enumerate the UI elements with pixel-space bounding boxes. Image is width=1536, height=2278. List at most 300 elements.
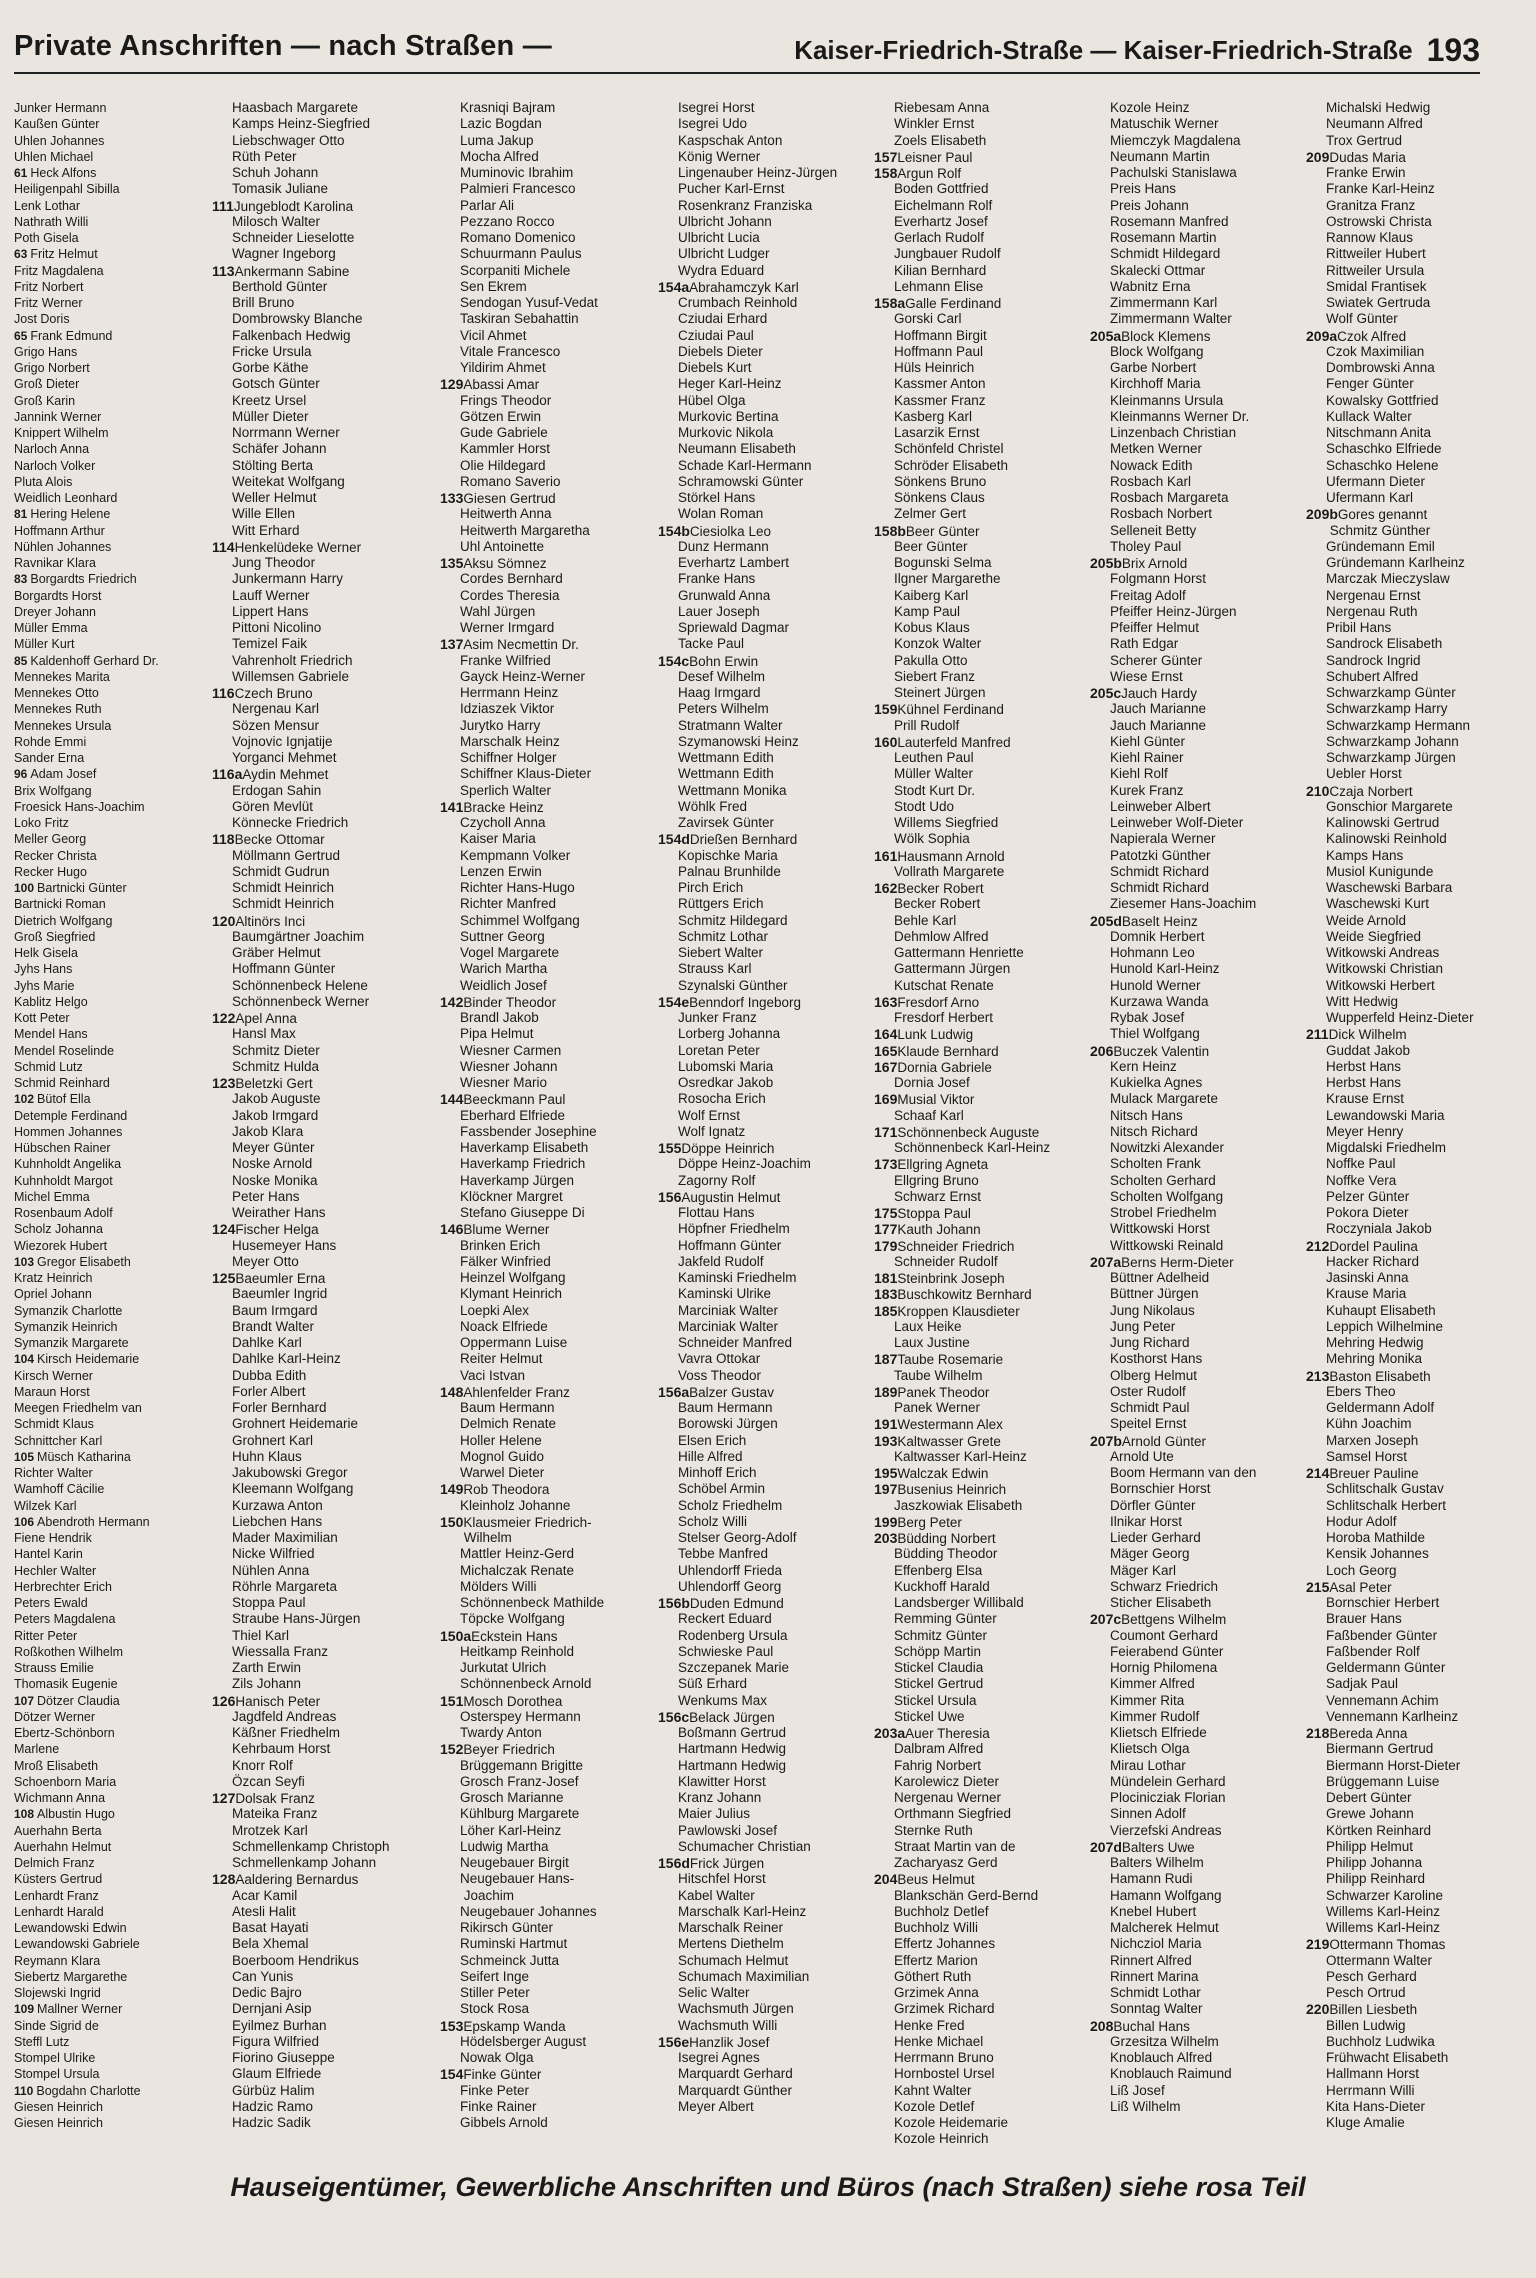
resident-name: Karolewicz Dieter [894, 1773, 1000, 1789]
directory-column-1 [14, 100, 226, 2131]
resident-name: Michalski Hedwig [1326, 100, 1431, 115]
resident-name: Döppe Heinrich [681, 1141, 775, 1156]
resident-name: Kensik Johannes [1326, 1546, 1429, 1562]
directory-entry [1090, 376, 1302, 392]
directory-entry [874, 555, 1086, 571]
resident-name: Kimmer Alfred [1110, 1676, 1195, 1692]
directory-entry [440, 815, 652, 831]
directory-entry [14, 1286, 226, 1302]
directory-entry [1090, 945, 1302, 961]
house-number: 154c [658, 652, 690, 669]
directory-entry [1090, 230, 1302, 246]
resident-name: Kühlburg Margarete [460, 1806, 580, 1822]
resident-name: Philipp Reinhard [1326, 1871, 1426, 1887]
directory-entry [874, 620, 1086, 636]
directory-entry [14, 1010, 226, 1026]
directory-entry [1306, 1823, 1518, 1839]
directory-entry [212, 880, 424, 896]
directory-entry [874, 181, 1086, 197]
resident-name: Noffke Vera [1326, 1172, 1397, 1188]
directory-entry [212, 2083, 424, 2099]
resident-name: Kowalsky Gottfried [1326, 392, 1439, 408]
resident-name: Baston Elisabeth [1329, 1368, 1431, 1384]
directory-entry [212, 1075, 424, 1091]
directory-entry [440, 1335, 652, 1351]
house-number: 65 [14, 328, 28, 343]
house-number: 220 [1306, 2001, 1330, 2018]
directory-entry [874, 474, 1086, 490]
resident-name: Billen Ludwig [1326, 2017, 1406, 2033]
resident-name: Haag Irmgard [678, 685, 761, 700]
resident-name: Marschalk Karl-Heinz [678, 1903, 807, 1919]
directory-entry [14, 1904, 226, 1920]
resident-name: Möllmann Gertrud [232, 847, 341, 863]
directory-entry [212, 1693, 424, 1709]
resident-name: Sinde Sigrid de [14, 2018, 99, 2033]
directory-entry [14, 1693, 226, 1709]
directory-entry [1306, 571, 1518, 587]
directory-entry [212, 2001, 424, 2017]
resident-name: Orthmann Siegfried [894, 1806, 1012, 1822]
directory-entry [212, 1888, 424, 1904]
resident-name: Voss Theodor [678, 1367, 762, 1383]
resident-name: Hansl Max [232, 1026, 296, 1042]
directory-entry [212, 1676, 424, 1692]
directory-entry [1090, 1270, 1302, 1286]
resident-name: Heitwerth Margaretha [460, 522, 590, 538]
resident-name: Hübel Olga [678, 392, 746, 408]
resident-name: Nitsch Hans [1110, 1107, 1183, 1123]
directory-entry [658, 1416, 870, 1432]
directory-entry [440, 701, 652, 717]
directory-entry [440, 263, 652, 279]
directory-entry [14, 425, 226, 441]
resident-name: Slojewski Ingrid [14, 1986, 101, 2000]
directory-entry [658, 360, 870, 376]
resident-name: Guddat Jakob [1326, 1042, 1411, 1058]
directory-entry [212, 929, 424, 945]
directory-entry [658, 1920, 870, 1936]
directory-entry [1306, 961, 1518, 977]
house-number: 203 [874, 1530, 898, 1546]
resident-name: Wöhlk Fred [678, 798, 748, 814]
directory-entry [1090, 214, 1302, 230]
resident-name: Heinzel Wolfgang [460, 1270, 566, 1285]
resident-name: Lingenauber Heinz-Jürgen [678, 165, 838, 180]
resident-name: Bogdahn Charlotte [36, 2083, 141, 2098]
directory-entry [1090, 2066, 1302, 2082]
house-number: 154d [658, 831, 690, 848]
resident-name: Hohmann Leo [1110, 945, 1195, 960]
resident-name: Geldermann Adolf [1326, 1400, 1435, 1415]
directory-entry [440, 750, 652, 766]
directory-entry [658, 1660, 870, 1676]
directory-entry [874, 1205, 1086, 1221]
resident-name: Delmich Franz [14, 1856, 95, 1870]
house-number: 207d [1090, 1838, 1122, 1855]
resident-name: Ankermann Sabine [234, 263, 350, 279]
directory-entry [658, 246, 870, 262]
resident-name: Rath Edgar [1110, 636, 1179, 652]
directory-entry [212, 1091, 424, 1107]
directory-entry [14, 344, 226, 360]
directory-entry [1306, 1140, 1518, 1156]
directory-entry [1090, 831, 1302, 847]
resident-name: Balters Wilhelm [1110, 1855, 1204, 1870]
directory-entry [212, 1774, 424, 1790]
resident-name: Landsberger Willibald [894, 1595, 1024, 1610]
house-number: 205a [1090, 327, 1122, 344]
resident-name: Buchholz Ludwika [1326, 2033, 1435, 2049]
directory-entry [658, 2083, 870, 2099]
directory-entry [212, 588, 424, 604]
directory-entry [1090, 441, 1302, 457]
resident-name: Stodt Kurt Dr. [894, 782, 976, 798]
directory-entry [1090, 1546, 1302, 1562]
resident-name: Lewandowski Gabriele [14, 1937, 140, 1952]
resident-name: Lenk Lothar [14, 198, 81, 213]
resident-name: Ellgring Bruno [894, 1172, 979, 1188]
resident-name: Schmid Lutz [14, 1059, 83, 1074]
resident-name: Körtken Reinhard [1326, 1822, 1432, 1838]
directory-entry [874, 1725, 1086, 1741]
resident-name: Stölting Berta [232, 457, 314, 473]
directory-entry [440, 1221, 652, 1237]
directory-entry [1090, 1335, 1302, 1351]
house-number: 108 [14, 1807, 35, 1822]
resident-name: Kleemann Wolfgang [232, 1481, 354, 1497]
directory-entry [440, 328, 652, 344]
directory-entry [1090, 425, 1302, 441]
directory-entry [874, 1368, 1086, 1384]
resident-name: Kirsch Heidemarie [37, 1352, 140, 1367]
directory-entry [1306, 750, 1518, 766]
directory-entry [1090, 1221, 1302, 1237]
resident-name: Scholz Johanna [14, 1222, 103, 1237]
directory-entry [874, 1335, 1086, 1351]
directory-entry [440, 1693, 652, 1709]
resident-name: Hartmann Hedwig [678, 1757, 787, 1773]
resident-name: Neugebauer Birgit [460, 1855, 569, 1870]
directory-entry [1306, 1498, 1518, 1514]
resident-name: Frühwacht Elisabeth [1326, 2050, 1449, 2065]
resident-name: Arnold Günter [1121, 1433, 1206, 1449]
directory-entry [658, 1270, 870, 1286]
directory-entry [1306, 864, 1518, 880]
directory-entry [1090, 1823, 1302, 1839]
directory-entry [658, 2050, 870, 2066]
directory-entry [14, 1969, 226, 1985]
directory-entry [1306, 2034, 1518, 2050]
directory-entry [658, 1351, 870, 1367]
resident-name: Blankschän Gerd-Bernd [894, 1887, 1039, 1903]
directory-entry [14, 230, 226, 246]
resident-name: Brill Bruno [232, 295, 295, 310]
directory-entry [1090, 279, 1302, 295]
resident-name: Hödelsberger August [460, 2033, 587, 2049]
resident-name: Götzen Erwin [460, 408, 542, 424]
resident-name: Hechler Walter [14, 1563, 97, 1578]
directory-entry [1306, 913, 1518, 929]
resident-name: Basat Hayati [232, 1920, 309, 1935]
resident-name: Waschewski Barbara [1326, 880, 1453, 895]
resident-name: Diebels Dieter [678, 343, 763, 359]
resident-name: Gründemann Emil [1326, 538, 1435, 554]
directory-entry [1306, 555, 1518, 571]
resident-name: Schuurmann Paulus [460, 246, 582, 262]
directory-entry [14, 831, 226, 847]
resident-name: Figura Wilfried [232, 2033, 320, 2049]
house-number: 195 [874, 1465, 898, 1481]
resident-name: Scholten Wolfgang [1110, 1188, 1224, 1204]
directory-entry [1306, 2050, 1518, 2066]
resident-name: Buschkowitz Bernhard [897, 1287, 1032, 1303]
resident-name: Osredkar Jakob [678, 1075, 774, 1090]
resident-name: Forler Albert [232, 1383, 306, 1399]
directory-entry [1090, 1920, 1302, 1936]
directory-entry [658, 409, 870, 425]
resident-name: Witkowski Andreas [1326, 945, 1440, 960]
directory-entry [212, 1303, 424, 1319]
directory-entry [212, 2018, 424, 2034]
directory-entry [440, 1351, 652, 1367]
resident-name: Lenhardt Franz [14, 1888, 99, 1903]
resident-name: Kranz Johann [678, 1790, 762, 1805]
directory-entry [1090, 978, 1302, 994]
resident-name: Mäger Karl [1110, 1562, 1177, 1578]
resident-name: Groß Siegfried [14, 929, 96, 944]
resident-name: Gründemann Karlheinz [1326, 555, 1465, 570]
directory-entry [658, 539, 870, 555]
resident-name: Heitwerth Anna [460, 506, 552, 522]
resident-name: Kleinmanns Werner Dr. [1110, 408, 1250, 424]
directory-entry [440, 864, 652, 880]
directory-entry [658, 1124, 870, 1140]
directory-entry [14, 718, 226, 734]
directory-entry [658, 1904, 870, 1920]
resident-name: Rittweiler Ursula [1326, 262, 1425, 278]
directory-entry [1306, 523, 1518, 539]
directory-entry [212, 2066, 424, 2082]
directory-entry [874, 1969, 1086, 1985]
resident-name: Meyer Günter [232, 1140, 315, 1155]
directory-entry [440, 1823, 652, 1839]
resident-name: Stock Rosa [460, 2001, 530, 2017]
directory-entry [14, 1855, 226, 1871]
resident-name: Palnau Brunhilde [678, 863, 781, 879]
directory-entry [212, 1741, 424, 1757]
directory-entry [440, 181, 652, 197]
resident-name: Billen Liesbeth [1329, 2002, 1418, 2018]
resident-name: Block Wolfgang [1110, 343, 1204, 359]
directory-entry [14, 295, 226, 311]
resident-name: Scholten Frank [1110, 1156, 1201, 1172]
resident-name: Ahlenfelder Franz [463, 1384, 570, 1400]
directory-entry [440, 1075, 652, 1091]
directory-entry [14, 848, 226, 864]
resident-name: Patotzki Günther [1110, 847, 1211, 863]
resident-name: Kühnel Ferdinand [897, 702, 1004, 718]
resident-name: Husemeyer Hans [232, 1237, 337, 1253]
directory-entry [212, 523, 424, 539]
directory-entry [212, 1433, 424, 1449]
directory-entry [1090, 1156, 1302, 1172]
directory-entry [14, 750, 226, 766]
house-number: 161 [874, 847, 898, 864]
resident-name: Adam Josef [30, 767, 97, 782]
resident-name: Franke Karl-Heinz [1326, 181, 1435, 197]
resident-name: Steffl Lutz [14, 2034, 70, 2049]
directory-entry [874, 994, 1086, 1010]
directory-entry [1090, 1514, 1302, 1530]
resident-name: Dornia Gabriele [897, 1059, 992, 1075]
resident-name: Leinweber Albert [1110, 798, 1211, 814]
directory-entry [14, 604, 226, 620]
resident-name: Herbst Hans [1326, 1058, 1402, 1074]
resident-name: Gräber Helmut [232, 945, 321, 960]
directory-entry [1306, 1335, 1518, 1351]
directory-entry [1306, 2066, 1518, 2082]
directory-entry [874, 1384, 1086, 1400]
resident-name: Spriewald Dagmar [678, 620, 790, 635]
directory-entry [14, 1108, 226, 1124]
directory-entry [1306, 718, 1518, 734]
directory-entry [1306, 636, 1518, 652]
resident-name: Müller Kurt [14, 637, 75, 652]
resident-name: Czech Bruno [234, 686, 313, 701]
resident-name: Lewandowski Maria [1326, 1107, 1445, 1123]
resident-name: Franke Erwin [1326, 165, 1406, 180]
directory-entry [1090, 344, 1302, 360]
resident-name: Speitel Ernst [1110, 1416, 1187, 1432]
resident-name: Gorski Carl [894, 311, 962, 327]
directory-entry [212, 1205, 424, 1221]
resident-name: Schmitz Günther [1326, 522, 1431, 538]
directory-entry [440, 198, 652, 214]
house-number: 191 [874, 1416, 898, 1433]
directory-entry [14, 1254, 226, 1270]
directory-entry [1090, 1140, 1302, 1156]
directory-entry [1306, 1644, 1518, 1660]
directory-entry [440, 2115, 652, 2131]
directory-entry [14, 669, 226, 685]
directory-entry [1306, 344, 1518, 360]
resident-name: Noske Arnold [232, 1156, 313, 1172]
directory-entry [14, 2050, 226, 2066]
directory-entry [1090, 458, 1302, 474]
resident-name: Jungeblodt Karolina [233, 198, 354, 214]
directory-entry [212, 571, 424, 587]
resident-name: Kurek Franz [1110, 782, 1184, 798]
resident-name: Kozole Heinz [1110, 100, 1190, 115]
directory-entry [658, 2066, 870, 2082]
resident-name: Wiessalla Franz [232, 1643, 329, 1659]
house-number: 160 [874, 733, 898, 750]
directory-entry [212, 1644, 424, 1660]
resident-name: Schmid Reinhard [14, 1076, 110, 1090]
directory-entry [1306, 1481, 1518, 1497]
resident-name: Mroß Elisabeth [14, 1758, 99, 1773]
resident-name: Rosocha Erich [678, 1091, 766, 1107]
resident-name: Wachsmuth Jürgen [678, 2001, 794, 2017]
directory-entry [14, 1676, 226, 1692]
resident-name: Eckstein Hans [471, 1628, 558, 1644]
directory-entry [14, 1725, 226, 1741]
directory-entry [1090, 588, 1302, 604]
directory-entry [14, 2034, 226, 2050]
resident-name: Schiffner Holger [460, 750, 557, 765]
resident-name: Gattermann Jürgen [894, 961, 1011, 977]
directory-entry [1306, 1465, 1518, 1481]
directory-entry [874, 1498, 1086, 1514]
directory-entry [212, 539, 424, 555]
resident-name: Scholten Gerhard [1110, 1172, 1216, 1188]
resident-name: Hornbostel Ursel [894, 2066, 995, 2082]
resident-name: Borgardts Horst [14, 588, 102, 603]
resident-name: Rodenberg Ursula [678, 1627, 788, 1643]
directory-entry [14, 1351, 226, 1367]
resident-name: Brix Wolfgang [14, 783, 92, 798]
directory-entry [874, 604, 1086, 620]
resident-name: Hoffmann Birgit [894, 327, 987, 343]
resident-name: Milosch Walter [232, 213, 321, 229]
directory-entry [14, 766, 226, 782]
resident-name: Kirsch Werner [14, 1368, 93, 1383]
directory-entry [658, 588, 870, 604]
resident-name: Fischer Helga [235, 1222, 319, 1238]
directory-entry [658, 328, 870, 344]
resident-name: Kirchhoff Maria [1110, 376, 1201, 392]
directory-entry [212, 1351, 424, 1367]
directory-entry [440, 2066, 652, 2082]
resident-name: Miemczyk Magdalena [1110, 132, 1241, 148]
resident-name: Rosemann Martin [1110, 230, 1217, 245]
resident-name: Stickel Claudia [894, 1660, 984, 1675]
resident-name: Ufermann Karl [1326, 490, 1414, 505]
directory-entry [212, 1173, 424, 1189]
resident-name: Rosbach Karl [1110, 473, 1192, 489]
directory-entry [14, 1205, 226, 1221]
resident-name: Folgmann Horst [1110, 571, 1207, 587]
resident-name: Mendel Hans [14, 1027, 88, 1042]
directory-entry [14, 1758, 226, 1774]
directory-entry [14, 1660, 226, 1676]
directory-entry [14, 880, 226, 896]
house-number: 159 [874, 701, 898, 718]
house-number: 100 [14, 881, 35, 895]
directory-entry [440, 1644, 652, 1660]
resident-name: Schmitz Hulda [232, 1058, 320, 1074]
directory-entry [658, 1969, 870, 1985]
resident-name: Marschalk Reiner [678, 1920, 784, 1935]
directory-entry [14, 2115, 226, 2131]
resident-name: Ostrowski Christa [1326, 213, 1432, 229]
directory-entry [1306, 1741, 1518, 1757]
directory-entry [874, 328, 1086, 344]
directory-entry [874, 1628, 1086, 1644]
resident-name: Vierzefski Andreas [1110, 1822, 1222, 1838]
directory-entry [1306, 279, 1518, 295]
resident-name: Störkel Hans [678, 490, 756, 505]
resident-name: Kozole Heinrich [894, 2131, 989, 2147]
directory-entry [440, 555, 652, 571]
resident-name: Schäfer Johann [232, 441, 327, 457]
resident-name: Westermann Alex [897, 1417, 1003, 1433]
resident-name: Panek Theodor [897, 1384, 990, 1400]
resident-name: Kopischke Maria [678, 847, 778, 863]
directory-entry [874, 1108, 1086, 1124]
resident-name: Marciniak Walter [678, 1302, 779, 1318]
